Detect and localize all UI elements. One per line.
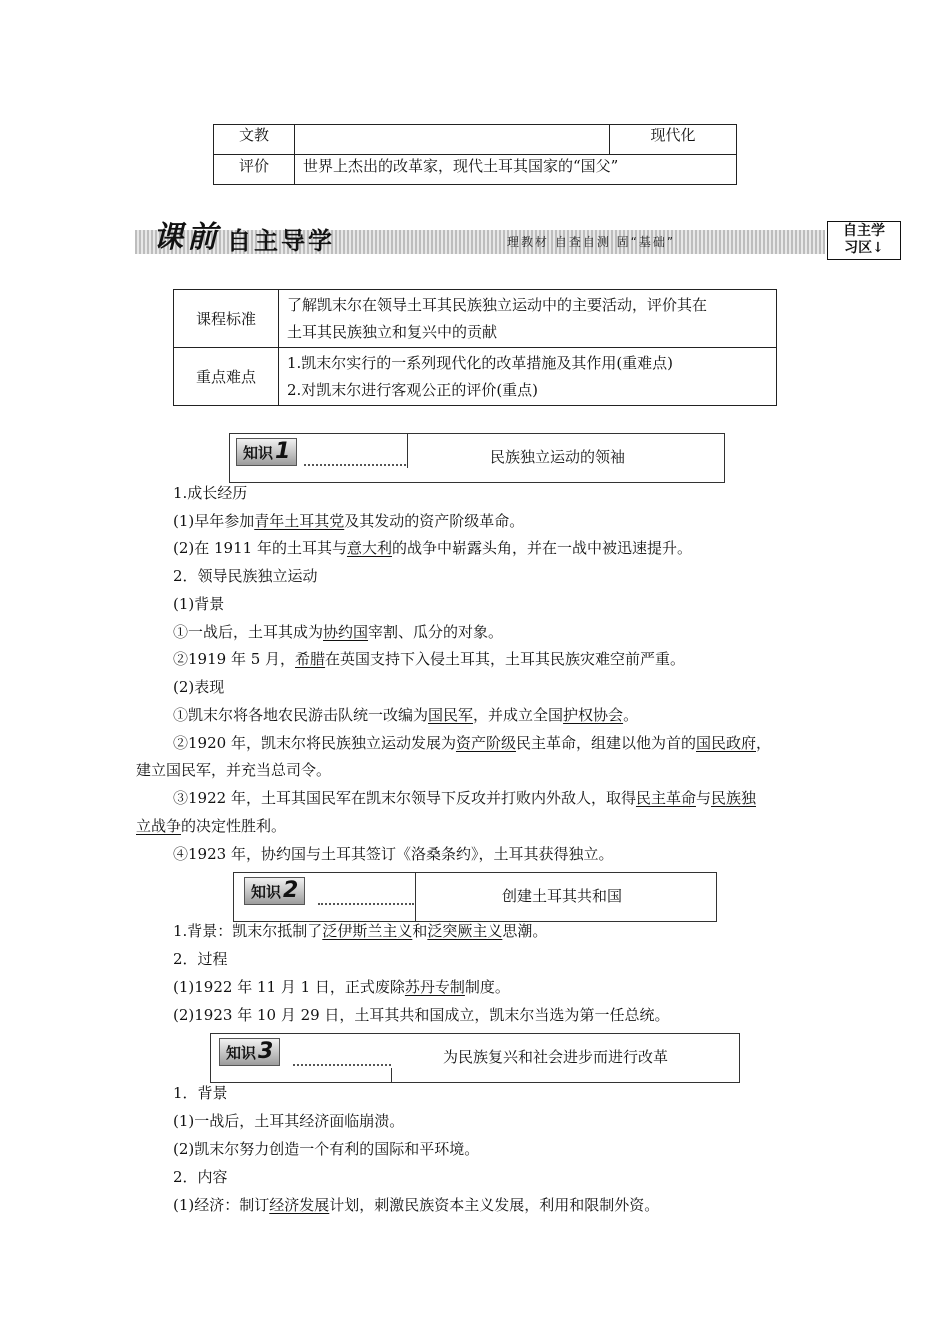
text-line: 1.背景：凯末尔抵制了泛伊斯兰主义和泛突厥主义思潮。 [173,922,548,940]
standards-label-2: 重点难点 [174,348,279,406]
knowledge-box-1 [229,433,725,483]
top-table-r2c1: 评价 [214,155,295,185]
knowledge-title-1: 民族独立运动的领袖 [490,448,626,466]
text-line: ②1919 年 5 月，希腊在英国支持下入侵土耳其，土耳其民族灾难空前严重。 [173,650,686,668]
banner-subtitle: 理教材 自查自测 固“基础” [507,235,676,249]
self-study-box [827,221,901,260]
text-line: ③1922 年，土耳其国民军在凯末尔领导下反攻并打败内外敌人，取得民主革命与民族独 [173,789,756,807]
knowledge-tag-1-num: 1 [275,439,291,464]
standards-content-2 [279,348,777,406]
knowledge-sep-1 [407,434,408,468]
knowledge-tag-2-text: 知识 [251,883,282,901]
knowledge-title-2: 创建土耳其共和国 [502,887,623,905]
text-line: 1．背景 [173,1084,228,1102]
knowledge-tag-3-num: 3 [258,1039,274,1064]
knowledge-dots-2 [318,903,414,905]
section-banner [135,218,905,260]
text-line: (1)1922 年 11 月 1 日，正式废除苏丹专制制度。 [173,978,510,996]
top-table-r1c3: 现代化 [610,125,737,155]
knowledge-sep-2 [415,873,416,921]
knowledge-dots-3 [293,1064,391,1066]
knowledge-tag-3 [219,1038,280,1066]
text-line: 建立国民军，并充当总司令。 [136,761,332,779]
text-line: ①凯末尔将各地农民游击队统一改编为国民军，并成立全国护权协会。 [173,706,639,724]
text-line: (2)在 1911 年的土耳其与意大利的战争中崭露头角，并在一战中被迅速提升。 [173,539,692,557]
knowledge-dots-1 [304,464,406,466]
text-line: (2)1923 年 10 月 29 日，土耳其共和国成立，凯末尔当选为第一任总统。 [173,1006,670,1024]
knowledge-title-3: 为民族复兴和社会进步而进行改革 [443,1048,669,1066]
text-line: (2)凯末尔努力创造一个有利的国际和平环境。 [173,1140,480,1158]
knowledge-tag-1 [236,438,297,466]
banner-title [153,220,335,256]
knowledge-box-2 [233,872,717,922]
knowledge-sep-3 [391,1068,392,1082]
text-line: (2)表现 [173,678,225,696]
text-line: 2．过程 [173,950,228,968]
text-line: 立战争的决定性胜利。 [136,817,287,835]
knowledge-tag-3-text: 知识 [226,1044,257,1062]
knowledge-tag-1-text: 知识 [243,444,274,462]
standards-content-1 [279,290,777,348]
knowledge-box-3 [210,1033,740,1083]
standards-line-2b: 2.对凯末尔进行客观公正的评价(重点) [287,381,539,399]
text-line: 1.成长经历 [173,484,248,502]
text-line: (1)早年参加青年土耳其党及其发动的资产阶级革命。 [173,512,525,530]
standards-line-1b: 土耳其民族独立和复兴中的贡献 [287,323,498,341]
banner-title-a: 课前 [153,220,221,255]
text-line: ②1920 年，凯末尔将民族独立运动发展为资产阶级民主革命，组建以他为首的国民政府， [173,734,772,752]
text-line: (1)经济：制订经济发展计划，刺激民族资本主义发展，利用和限制外资。 [173,1196,660,1214]
text-line: 2．内容 [173,1168,228,1186]
standards-label-1: 课程标准 [174,290,279,348]
self-study-line2-text: 习区 [844,240,873,256]
text-line: ①一战后，土耳其成为协约国宰割、瓜分的对象。 [173,623,504,641]
down-arrow-icon: ↓ [872,240,884,256]
knowledge-tag-2 [244,877,305,905]
text-line: (1)背景 [173,595,225,613]
self-study-line2 [828,240,900,257]
top-table-r2c2: 世界上杰出的改革家，现代土耳其国家的“国父” [295,155,737,185]
banner-title-b: 自主导学 [227,226,335,255]
self-study-line1: 自主学 [843,223,885,239]
standards-line-1a: 了解凯末尔在领导土耳其民族独立运动中的主要活动，评价其在 [287,296,708,314]
top-table-r1c2 [295,125,610,155]
text-line: ④1923 年，协约国与土耳其签订《洛桑条约》，土耳其获得独立。 [173,845,614,863]
standards-table [173,289,777,406]
standards-line-2a: 1.凯末尔实行的一系列现代化的改革措施及其作用(重难点) [287,354,674,372]
knowledge-tag-2-num: 2 [283,878,299,903]
top-table [213,124,737,185]
text-line: (1)一战后，土耳其经济面临崩溃。 [173,1112,405,1130]
top-table-r1c1: 文教 [214,125,295,155]
text-line: 2．领导民族独立运动 [173,567,318,585]
